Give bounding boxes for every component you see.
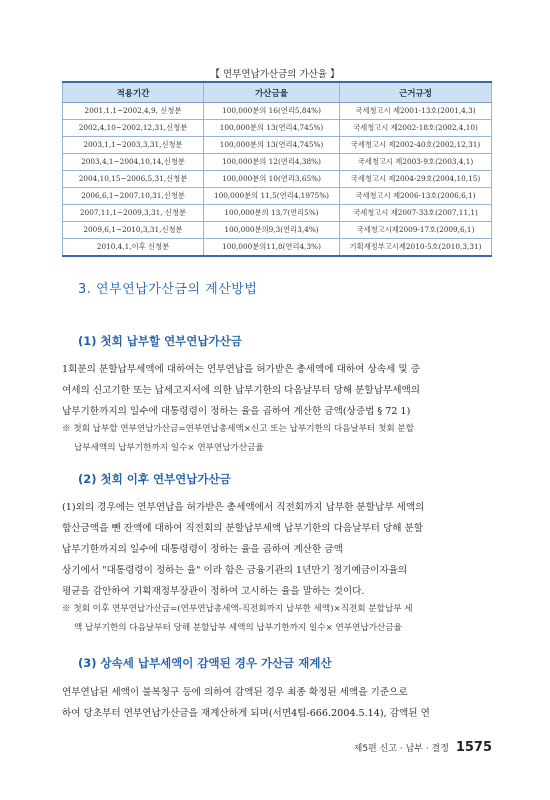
cell-rate: 100,000분의 13(연리4,745%)	[204, 120, 340, 137]
cell-basis: 국세청고시 제2002-40호(2002,12,31)	[340, 137, 492, 154]
page-footer	[354, 740, 492, 755]
cell-basis: 국세청고시 제2003-9호(2003,4,1)	[340, 154, 492, 171]
body-line: 여세의 신고기한 또는 납세고지서에 의한 납부기한의 다음날부터 당해 분할납부세액의	[62, 385, 421, 396]
chapter-label: 제5편 신고 · 납부 · 결정	[353, 744, 449, 754]
table-row	[63, 239, 492, 257]
body-line: 합산금액을 뺀 잔액에 대하여 직전회의 분할납부세액 납부기한의 다음날부터 당해 분할	[62, 523, 424, 534]
subsection-1-body	[62, 359, 490, 422]
cell-period: 2002,4,10~2002,12,31,신청분	[63, 120, 204, 137]
cell-period: 2006,6,1~2007,10,31,신청분	[63, 188, 204, 205]
subsection-2-note	[62, 600, 494, 638]
table-header-row	[63, 82, 492, 103]
cell-period: 2009,6,1~2010,3,31,신청분	[63, 222, 204, 239]
subsection-3-title: (3) 상속세 납부세액이 감액된 경우 가산금 재계산	[78, 656, 332, 670]
header-period: 적용기간	[63, 82, 204, 103]
cell-basis: 국세청고시 제2007-33호(2007,11,1)	[340, 205, 492, 222]
cell-period: 2007,11,1~2009,3,31, 신청분	[63, 205, 204, 222]
cell-basis: 기획재정부고시제2010-5호(2010,3,31)	[340, 239, 492, 257]
cell-period: 2010,4,1,이후 신청분	[63, 239, 204, 257]
header-basis: 근거규정	[340, 82, 492, 103]
page-number: 1575	[455, 740, 492, 755]
cell-period: 2003,4,1~2004,10,14,신청분	[63, 154, 204, 171]
cell-rate: 100,000분의 11,5(연리4,1975%)	[204, 188, 340, 205]
table-row	[63, 154, 492, 171]
subsection-2-body	[62, 497, 490, 602]
table-row	[63, 188, 492, 205]
table-row	[63, 137, 492, 154]
body-line: 평균을 감안하여 기획재정부장관이 정하여 고시하는 율을 말하는 것이다.	[62, 586, 365, 597]
cell-basis: 국세청고시 제2001-13호(2001,4,3)	[340, 103, 492, 120]
note-line: ※ 첫회 이후 연부연납가산금=(연부연납총세액-직전회까지 납부한 세액)×직전회 분할납부 세	[62, 604, 413, 614]
cell-rate: 100,000분의 13,7(연리5%)	[204, 205, 340, 222]
body-line: 하여 당초부터 연부연납가산금을 재계산하게 되며(서면4팀-666.2004.5.14), 감액된 연	[62, 708, 430, 719]
cell-rate: 100,000분의11,8(연리4,3%)	[204, 239, 340, 257]
table-row	[63, 120, 492, 137]
subsection-3-body	[62, 682, 490, 724]
note-line: 납부세액의 납부기한까지 일수× 연부연납가산금율	[74, 443, 264, 453]
body-line: 납부기한까지의 일수에 대통령령이 정하는 율을 곱하여 계산한 금액	[62, 544, 343, 555]
subsection-2-title: (2) 첫회 이후 연부연납가산금	[78, 472, 231, 486]
body-line: 납부기한까지의 일수에 대통령령이 정하는 율을 곱하여 계산한 금액(상증법 § 72 1)	[62, 406, 411, 417]
cell-rate: 100,000분의 16(연리5,84%)	[204, 103, 340, 120]
cell-basis: 국세청고시 제2002-18호(2002,4,10)	[340, 120, 492, 137]
body-line: (1)외의 경우에는 연부연납을 허가받은 총세액에서 직전회까지 납부한 분할납부 세액의	[62, 502, 425, 513]
table-row	[63, 205, 492, 222]
body-line: 연부연납된 세액이 불복청구 등에 의하여 감액된 경우 최종 확정된 세액을 기준으로	[62, 687, 408, 698]
cell-rate: 100,000분의 10(연리3,65%)	[204, 171, 340, 188]
body-line: 1회분의 분할납부세액에 대하여는 연부연납을 허가받은 총세액에 대하여 상속세 및 증	[62, 364, 420, 375]
subsection-1-title: (1) 첫회 납부할 연부연납가산금	[78, 334, 242, 348]
subsection-1-note	[62, 420, 494, 458]
cell-basis: 국세청고시 제2006-13호(2006,6,1)	[340, 188, 492, 205]
cell-basis: 국세청고시 제2004-29호(2004,10,15)	[340, 171, 492, 188]
cell-rate: 100,000분의 13(연리4,745%)	[204, 137, 340, 154]
cell-period: 2004,10,15~2006,5,31,신청분	[63, 171, 204, 188]
surcharge-rate-table	[62, 81, 492, 257]
body-line: 상기에서 "대통령령이 정하는 율" 이라 함은 금융기관의 1년만기 정기예금이자율의	[62, 565, 408, 576]
table-row	[63, 103, 492, 120]
note-line: 액 납부기한의 다음날부터 당해 분할납부 세액의 납부기한까지 일수× 연부연납가산금율	[74, 623, 402, 633]
cell-rate: 100,000분의9,3(연리3,4%)	[204, 222, 340, 239]
header-rate: 가산금율	[204, 82, 340, 103]
table-row	[63, 171, 492, 188]
table-caption: 【 연부연납가산금의 가산율 】	[210, 69, 340, 80]
cell-basis: 국세청고시제2009-17호(2009,6,1)	[340, 222, 492, 239]
cell-period: 2001,1,1~2002,4,9, 신청분	[63, 103, 204, 120]
note-line: ※ 첫회 납부할 연부연납가산금=연부연납총세액×신고 또는 납부기한의 다음날부터 첫회 분할	[62, 424, 415, 434]
table-row	[63, 222, 492, 239]
cell-period: 2003,1,1~2003,3,31,신청분	[63, 137, 204, 154]
cell-rate: 100,000분의 12(연리4,38%)	[204, 154, 340, 171]
section-title: 3. 연부연납가산금의 계산방법	[78, 282, 258, 297]
